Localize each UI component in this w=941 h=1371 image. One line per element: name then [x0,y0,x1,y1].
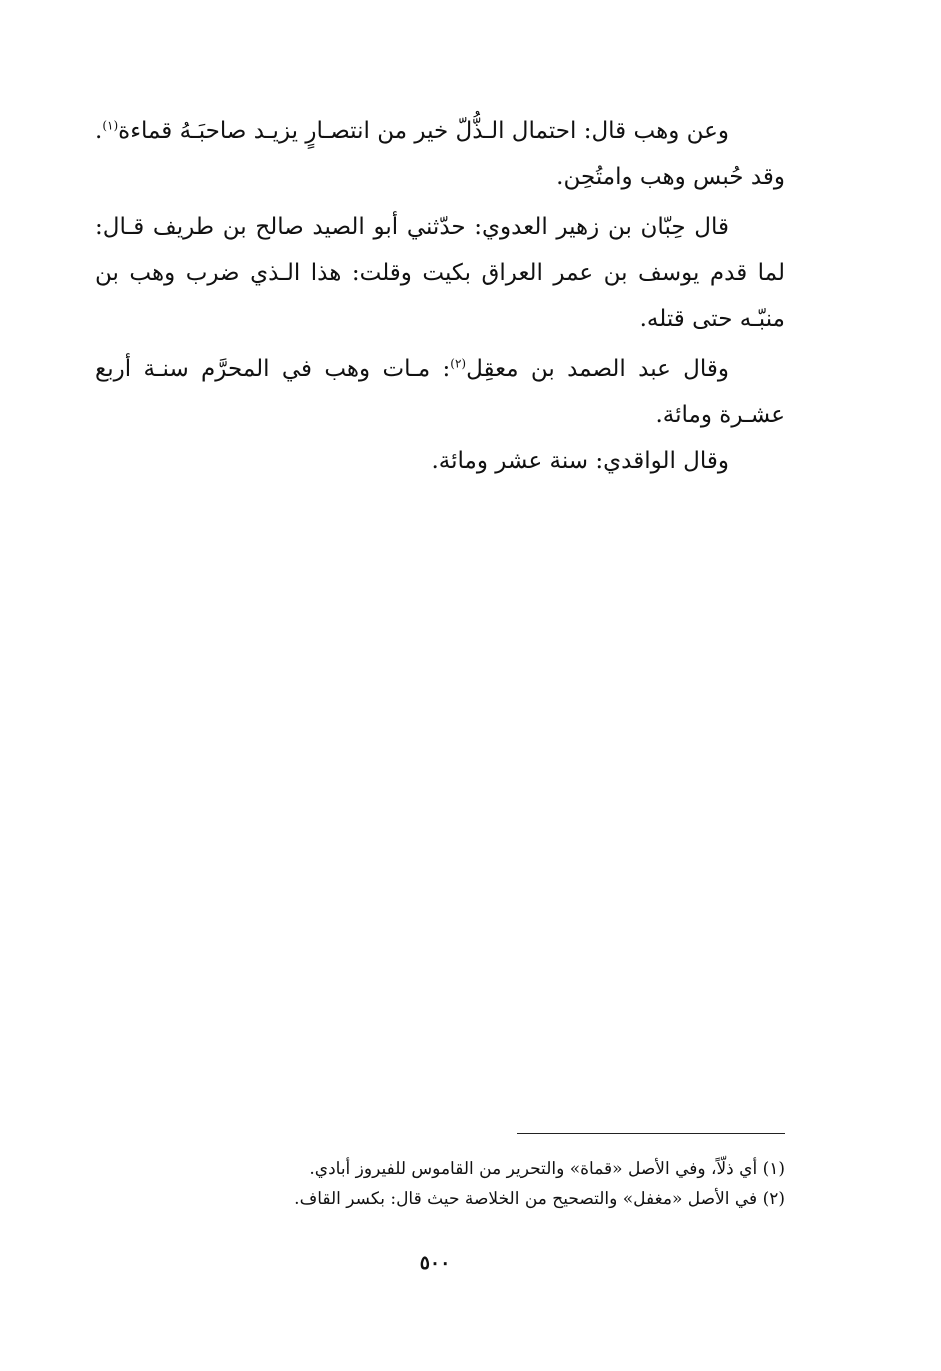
page-number: ٥٠٠ [419,1252,451,1274]
footnote-reference-2: (٢) [450,356,467,371]
paragraph-text: . وقد حُبس وهب وامتُحِن. [95,118,785,190]
footnote-1: (١) أي ذلّاً، وفي الأصل «قماة» والتحرير من القاموس للفيروز أبادي. [309,1159,785,1179]
footnote-2: (٢) في الأصل «مغفل» والتصحيح من الخلاصة حيث قال: بكسر القاف. [294,1189,785,1209]
paragraph-hibban-narration [95,204,785,342]
paragraph-abd-al-samad [95,346,785,438]
paragraph-text: وعن وهب قال: احتمال الـذُّلّ خير من انتصـارٍ يزيـد صاحبَـهُ قماءة [118,118,729,144]
footnote-separator-line [517,1133,785,1134]
paragraph-wahb-saying [95,108,785,200]
paragraph-text: : مـات وهب في المحرَّم سنـة أربع عشـرة ومائة. [95,356,785,428]
paragraph-waqidi [95,438,785,484]
main-text [95,108,785,484]
paragraph-text: وقال عبد الصمد بن معقِل [466,356,729,382]
paragraph-text: وقال الواقدي: سنة عشر ومائة. [431,448,729,474]
footnotes [95,1154,785,1214]
footnote-reference-1: (١) [102,118,119,133]
paragraph-text: قال حِبّان بن زهير العدوي: حدّثني أبو الصيد صالح بن طريف قـال: لما قدم يوسف بن عمر العراق بكيت وقلت: هذا الـذي ضرب وهب بن منبّـه حتى قتله. [95,214,785,332]
